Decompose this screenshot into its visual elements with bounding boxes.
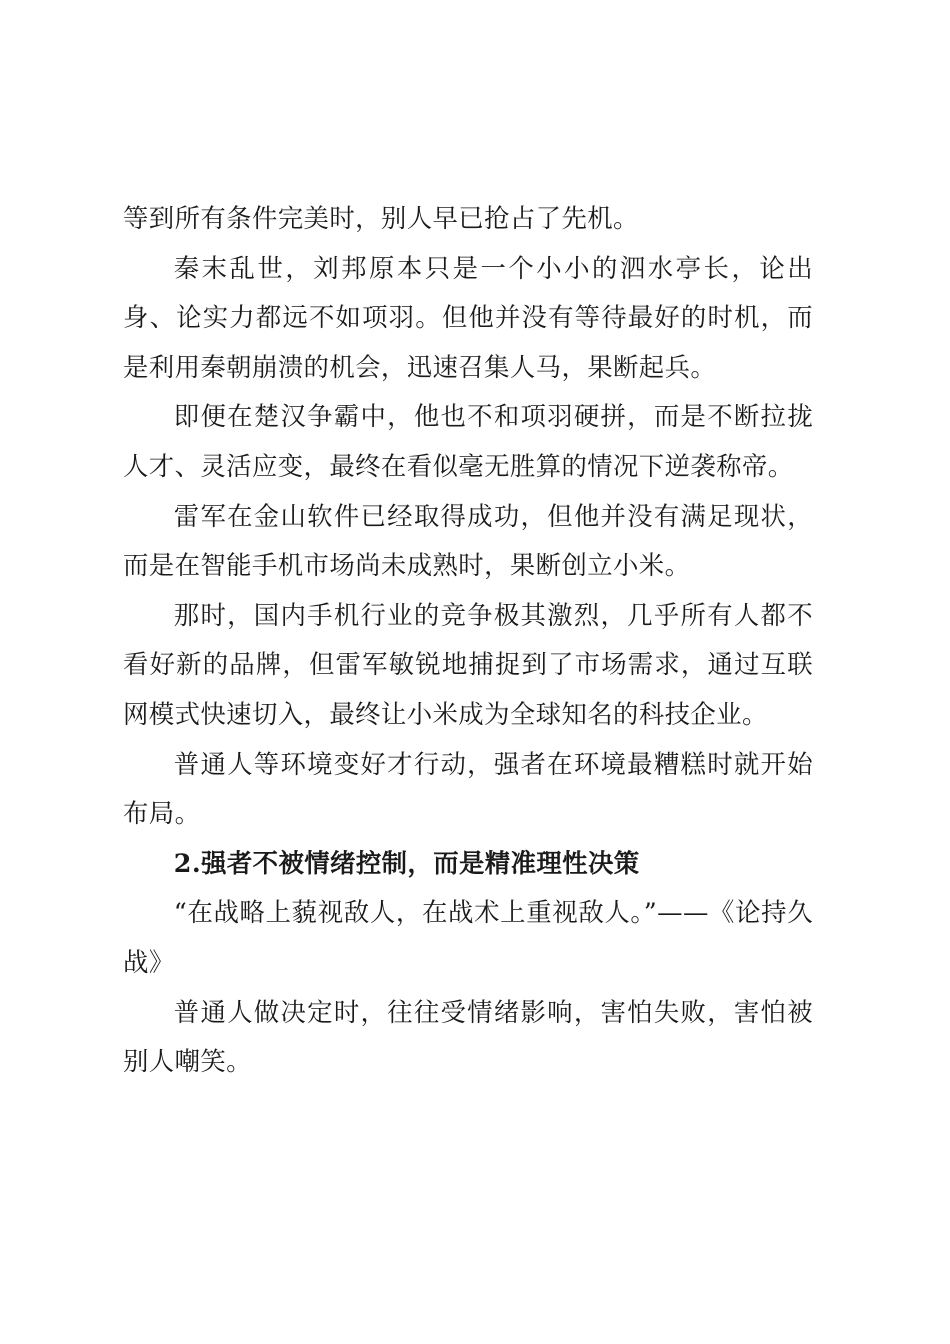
document-body	[123, 194, 813, 1087]
section-heading: 2.强者不被情绪控制，而是精准理性决策	[173, 847, 640, 878]
paragraph-continuation: 等到所有条件完美时，别人早已抢占了先机。	[123, 203, 639, 233]
paragraph-chuhan: 即便在楚汉争霸中，他也不和项羽硬拼，而是不断拉拢人才、灵活应变，最终在看似毫无胜算的情况下逆袭称帝。	[123, 401, 813, 481]
paragraph-quote: “在战略上藐视敌人，在战术上重视敌人。”——《论持久战》	[123, 897, 813, 977]
paragraph-xiaomi: 那时，国内手机行业的竞争极其激烈，几乎所有人都不看好新的品牌，但雷军敏锐地捕捉到了市场需求，通过互联网模式快速切入，最终让小米成为全球知名的科技企业。	[123, 599, 813, 729]
paragraph-summary: 普通人等环境变好才行动，强者在环境最糟糕时就开始布局。	[123, 748, 813, 829]
paragraph-closing: 普通人做决定时，往往受情绪影响，害怕失败，害怕被别人嘲笑。	[123, 996, 813, 1077]
paragraph-liubang: 秦末乱世，刘邦原本只是一个小小的泗水亭长，论出身、论实力都远不如项羽。但他并没有等待最好的时机，而是利用秦朝崩溃的机会，迅速召集人马，果断起兵。	[123, 252, 813, 382]
paragraph-leijun: 雷军在金山软件已经取得成功，但他并没有满足现状，而是在智能手机市场尚未成熟时，果断创立小米。	[123, 500, 813, 581]
